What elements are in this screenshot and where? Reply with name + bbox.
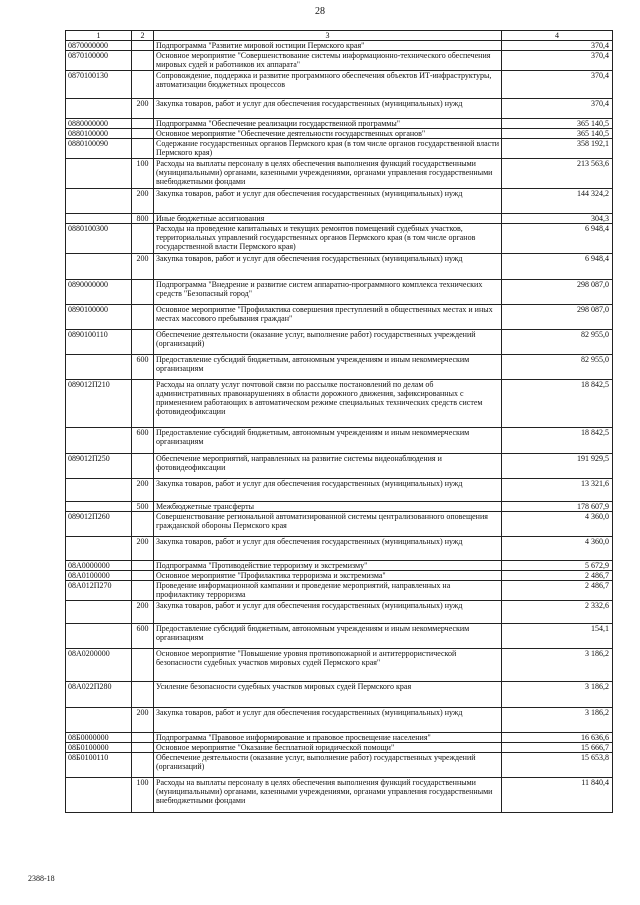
row-expense-type (132, 649, 154, 682)
row-code: 08А022П280 (66, 682, 132, 708)
row-amount: 370,4 (502, 71, 613, 99)
row-code: 08А0000000 (66, 561, 132, 571)
row-description: Закупка товаров, работ и услуг для обеспечения государственных (муниципальных) нужд (154, 479, 502, 502)
table-row (66, 571, 613, 581)
row-description: Расходы на выплаты персоналу в целях обеспечения выполнения функций государственными (муниципальными) органами, казенными учреждениями, органами управления государственными внебюджетными фондами (154, 159, 502, 189)
table-row (66, 380, 613, 428)
row-amount: 16 636,6 (502, 733, 613, 743)
row-code (66, 479, 132, 502)
page-number: 28 (315, 6, 325, 17)
row-code: 08Б0100110 (66, 753, 132, 778)
row-expense-type (132, 512, 154, 537)
table-row (66, 454, 613, 479)
budget-table (65, 30, 613, 813)
row-amount: 6 948,4 (502, 224, 613, 254)
row-expense-type: 200 (132, 537, 154, 561)
row-amount: 213 563,6 (502, 159, 613, 189)
row-code: 0890000000 (66, 280, 132, 305)
table-row (66, 512, 613, 537)
row-description: Содержание государственных органов Пермского края (в том числе органов государственной власти Пермского края) (154, 139, 502, 159)
table-row (66, 428, 613, 454)
table-row (66, 280, 613, 305)
table-row (66, 71, 613, 99)
row-expense-type: 600 (132, 355, 154, 380)
row-description: Расходы на проведение капитальных и текущих ремонтов помещений судебных участков, территориальных управлений государственных органов Пермского края (в том числе органов государственной власти Пермского края) (154, 224, 502, 254)
table-row (66, 561, 613, 571)
row-code: 08А0200000 (66, 649, 132, 682)
row-description: Основное мероприятие "Совершенствование системы информационно-технического обеспечения мировых судей и работников их аппарата" (154, 51, 502, 71)
table-row (66, 537, 613, 561)
row-amount: 370,4 (502, 51, 613, 71)
row-expense-type: 200 (132, 189, 154, 214)
row-description: Сопровождение, поддержка и развитие программного обеспечения объектов ИТ-инфраструктуры, автоматизации бюджетных процессов (154, 71, 502, 99)
table-row (66, 330, 613, 355)
row-amount: 304,3 (502, 214, 613, 224)
row-expense-type: 600 (132, 624, 154, 649)
row-description: Подпрограмма "Обеспечение реализации государственной программы" (154, 119, 502, 129)
row-expense-type (132, 571, 154, 581)
row-code: 0880000000 (66, 119, 132, 129)
row-description: Закупка товаров, работ и услуг для обеспечения государственных (муниципальных) нужд (154, 601, 502, 624)
row-description: Предоставление субсидий бюджетным, автономным учреждениям и иным некоммерческим организациям (154, 624, 502, 649)
row-expense-type: 500 (132, 502, 154, 512)
row-amount: 144 324,2 (502, 189, 613, 214)
row-code: 08А012П270 (66, 581, 132, 601)
row-expense-type (132, 51, 154, 71)
table-row (66, 41, 613, 51)
table-row (66, 189, 613, 214)
row-code: 0880100090 (66, 139, 132, 159)
row-amount: 358 192,1 (502, 139, 613, 159)
row-expense-type: 200 (132, 254, 154, 280)
table-row (66, 129, 613, 139)
footer-document-code: 2388-18 (28, 874, 55, 883)
table-row (66, 708, 613, 733)
table-row (66, 355, 613, 380)
table-row (66, 778, 613, 813)
row-description: Предоставление субсидий бюджетным, автономным учреждениям и иным некоммерческим организациям (154, 428, 502, 454)
row-expense-type (132, 139, 154, 159)
table-row (66, 99, 613, 119)
row-code: 08А0100000 (66, 571, 132, 581)
row-expense-type: 100 (132, 778, 154, 813)
row-code (66, 214, 132, 224)
table-row (66, 733, 613, 743)
table-row (66, 581, 613, 601)
row-expense-type: 600 (132, 428, 154, 454)
table-row (66, 51, 613, 71)
row-code: 089012П250 (66, 454, 132, 479)
table-row (66, 682, 613, 708)
row-amount: 15 666,7 (502, 743, 613, 753)
row-amount: 18 842,5 (502, 380, 613, 428)
row-description: Совершенствование региональной автоматизированной системы централизованного оповещения гражданской обороны Пермского края (154, 512, 502, 537)
row-amount: 18 842,5 (502, 428, 613, 454)
row-amount: 15 653,8 (502, 753, 613, 778)
table-row (66, 624, 613, 649)
row-description: Межбюджетные трансферты (154, 502, 502, 512)
row-amount: 3 186,2 (502, 682, 613, 708)
row-amount: 191 929,5 (502, 454, 613, 479)
row-amount: 2 486,7 (502, 571, 613, 581)
row-amount: 5 672,9 (502, 561, 613, 571)
row-description: Закупка товаров, работ и услуг для обеспечения государственных (муниципальных) нужд (154, 99, 502, 119)
row-amount: 298 087,0 (502, 280, 613, 305)
row-expense-type (132, 753, 154, 778)
row-expense-type (132, 733, 154, 743)
row-code: 0870100000 (66, 51, 132, 71)
row-code (66, 537, 132, 561)
row-expense-type: 200 (132, 601, 154, 624)
row-expense-type (132, 743, 154, 753)
row-expense-type (132, 305, 154, 330)
row-expense-type (132, 330, 154, 355)
row-description: Усиление безопасности судебных участков мировых судей Пермского края (154, 682, 502, 708)
table-header (66, 31, 613, 41)
header-col-4: 4 (502, 31, 613, 41)
row-expense-type: 800 (132, 214, 154, 224)
row-amount: 370,4 (502, 99, 613, 119)
row-amount: 298 087,0 (502, 305, 613, 330)
row-amount: 178 607,9 (502, 502, 613, 512)
row-expense-type: 200 (132, 479, 154, 502)
row-description: Подпрограмма "Развитие мировой юстиции Пермского края" (154, 41, 502, 51)
row-code (66, 778, 132, 813)
row-expense-type (132, 224, 154, 254)
row-code (66, 254, 132, 280)
row-code (66, 159, 132, 189)
table-row (66, 479, 613, 502)
row-description: Основное мероприятие "Оказание бесплатной юридической помощи" (154, 743, 502, 753)
header-col-3: 3 (154, 31, 502, 41)
table-header-row (66, 31, 613, 41)
row-expense-type: 200 (132, 708, 154, 733)
row-code (66, 428, 132, 454)
row-description: Основное мероприятие "Повышение уровня противопожарной и антитеррористической безопасности судебных участков мировых судей Пермского края" (154, 649, 502, 682)
row-amount: 4 360,0 (502, 512, 613, 537)
table-row (66, 649, 613, 682)
row-amount: 11 840,4 (502, 778, 613, 813)
row-code: 0870100130 (66, 71, 132, 99)
row-code (66, 624, 132, 649)
row-code: 089012П260 (66, 512, 132, 537)
row-description: Подпрограмма "Противодействие терроризму и экстремизму" (154, 561, 502, 571)
table-row (66, 139, 613, 159)
row-expense-type (132, 119, 154, 129)
table-row (66, 159, 613, 189)
row-code: 0880100300 (66, 224, 132, 254)
row-amount: 370,4 (502, 41, 613, 51)
row-amount: 2 486,7 (502, 581, 613, 601)
header-col-2: 2 (132, 31, 154, 41)
row-description: Предоставление субсидий бюджетным, автономным учреждениям и иным некоммерческим организациям (154, 355, 502, 380)
row-description: Обеспечение мероприятий, направленных на развитие системы видеонаблюдения и фотовидеофиксации (154, 454, 502, 479)
table-row (66, 254, 613, 280)
table-row (66, 502, 613, 512)
row-amount: 365 140,5 (502, 129, 613, 139)
row-description: Основное мероприятие "Профилактика совершения преступлений в общественных местах и иных местах массового пребывания граждан" (154, 305, 502, 330)
row-amount: 154,1 (502, 624, 613, 649)
row-description: Обеспечение деятельности (оказание услуг, выполнение работ) государственных учреждений (организаций) (154, 330, 502, 355)
row-expense-type (132, 561, 154, 571)
row-amount: 365 140,5 (502, 119, 613, 129)
row-expense-type (132, 41, 154, 51)
table-row (66, 601, 613, 624)
table-row (66, 119, 613, 129)
table-row (66, 214, 613, 224)
row-description: Обеспечение деятельности (оказание услуг, выполнение работ) государственных учреждений (организаций) (154, 753, 502, 778)
row-amount: 2 332,6 (502, 601, 613, 624)
row-code (66, 601, 132, 624)
row-code (66, 708, 132, 733)
row-description: Закупка товаров, работ и услуг для обеспечения государственных (муниципальных) нужд (154, 254, 502, 280)
row-expense-type: 200 (132, 99, 154, 119)
table-row (66, 753, 613, 778)
row-expense-type (132, 454, 154, 479)
row-code (66, 502, 132, 512)
row-code: 0890100110 (66, 330, 132, 355)
row-amount: 82 955,0 (502, 355, 613, 380)
row-code (66, 99, 132, 119)
row-code: 08Б0000000 (66, 733, 132, 743)
row-description: Подпрограмма "Внедрение и развитие систем аппаратно-программного комплекса технических средств "Безопасный город" (154, 280, 502, 305)
row-description: Проведение информационной кампании и проведение мероприятий, направленных на профилактику терроризма (154, 581, 502, 601)
row-amount: 82 955,0 (502, 330, 613, 355)
row-code (66, 355, 132, 380)
row-description: Закупка товаров, работ и услуг для обеспечения государственных (муниципальных) нужд (154, 708, 502, 733)
row-code: 0890100000 (66, 305, 132, 330)
row-amount: 4 360,0 (502, 537, 613, 561)
row-amount: 6 948,4 (502, 254, 613, 280)
row-amount: 3 186,2 (502, 708, 613, 733)
row-description: Подпрограмма "Правовое информирование и правовое просвещение населения" (154, 733, 502, 743)
table-row (66, 305, 613, 330)
row-description: Закупка товаров, работ и услуг для обеспечения государственных (муниципальных) нужд (154, 189, 502, 214)
row-expense-type (132, 129, 154, 139)
row-expense-type (132, 280, 154, 305)
row-amount: 3 186,2 (502, 649, 613, 682)
row-expense-type (132, 380, 154, 428)
row-expense-type (132, 682, 154, 708)
row-expense-type (132, 581, 154, 601)
row-code: 08Б0100000 (66, 743, 132, 753)
row-amount: 13 321,6 (502, 479, 613, 502)
row-description: Основное мероприятие "Профилактика терроризма и экстремизма" (154, 571, 502, 581)
header-col-1: 1 (66, 31, 132, 41)
row-code (66, 189, 132, 214)
row-code: 0870000000 (66, 41, 132, 51)
row-code: 0880100000 (66, 129, 132, 139)
row-description: Иные бюджетные ассигнования (154, 214, 502, 224)
table-row (66, 743, 613, 753)
row-expense-type (132, 71, 154, 99)
table-body (66, 41, 613, 813)
row-description: Расходы на оплату услуг почтовой связи по рассылке постановлений по делам об административных правонарушениях в области дорожного движения, зафиксированных с применением работающих в автоматическом режиме специальных технических средств систем фотовидеофиксации (154, 380, 502, 428)
row-description: Основное мероприятие "Обеспечение деятельности государственных органов" (154, 129, 502, 139)
row-code: 089012П210 (66, 380, 132, 428)
row-description: Закупка товаров, работ и услуг для обеспечения государственных (муниципальных) нужд (154, 537, 502, 561)
row-description: Расходы на выплаты персоналу в целях обеспечения выполнения функций государственными (муниципальными) органами, казенными учреждениями, органами управления государственными внебюджетными фондами (154, 778, 502, 813)
table-row (66, 224, 613, 254)
row-expense-type: 100 (132, 159, 154, 189)
